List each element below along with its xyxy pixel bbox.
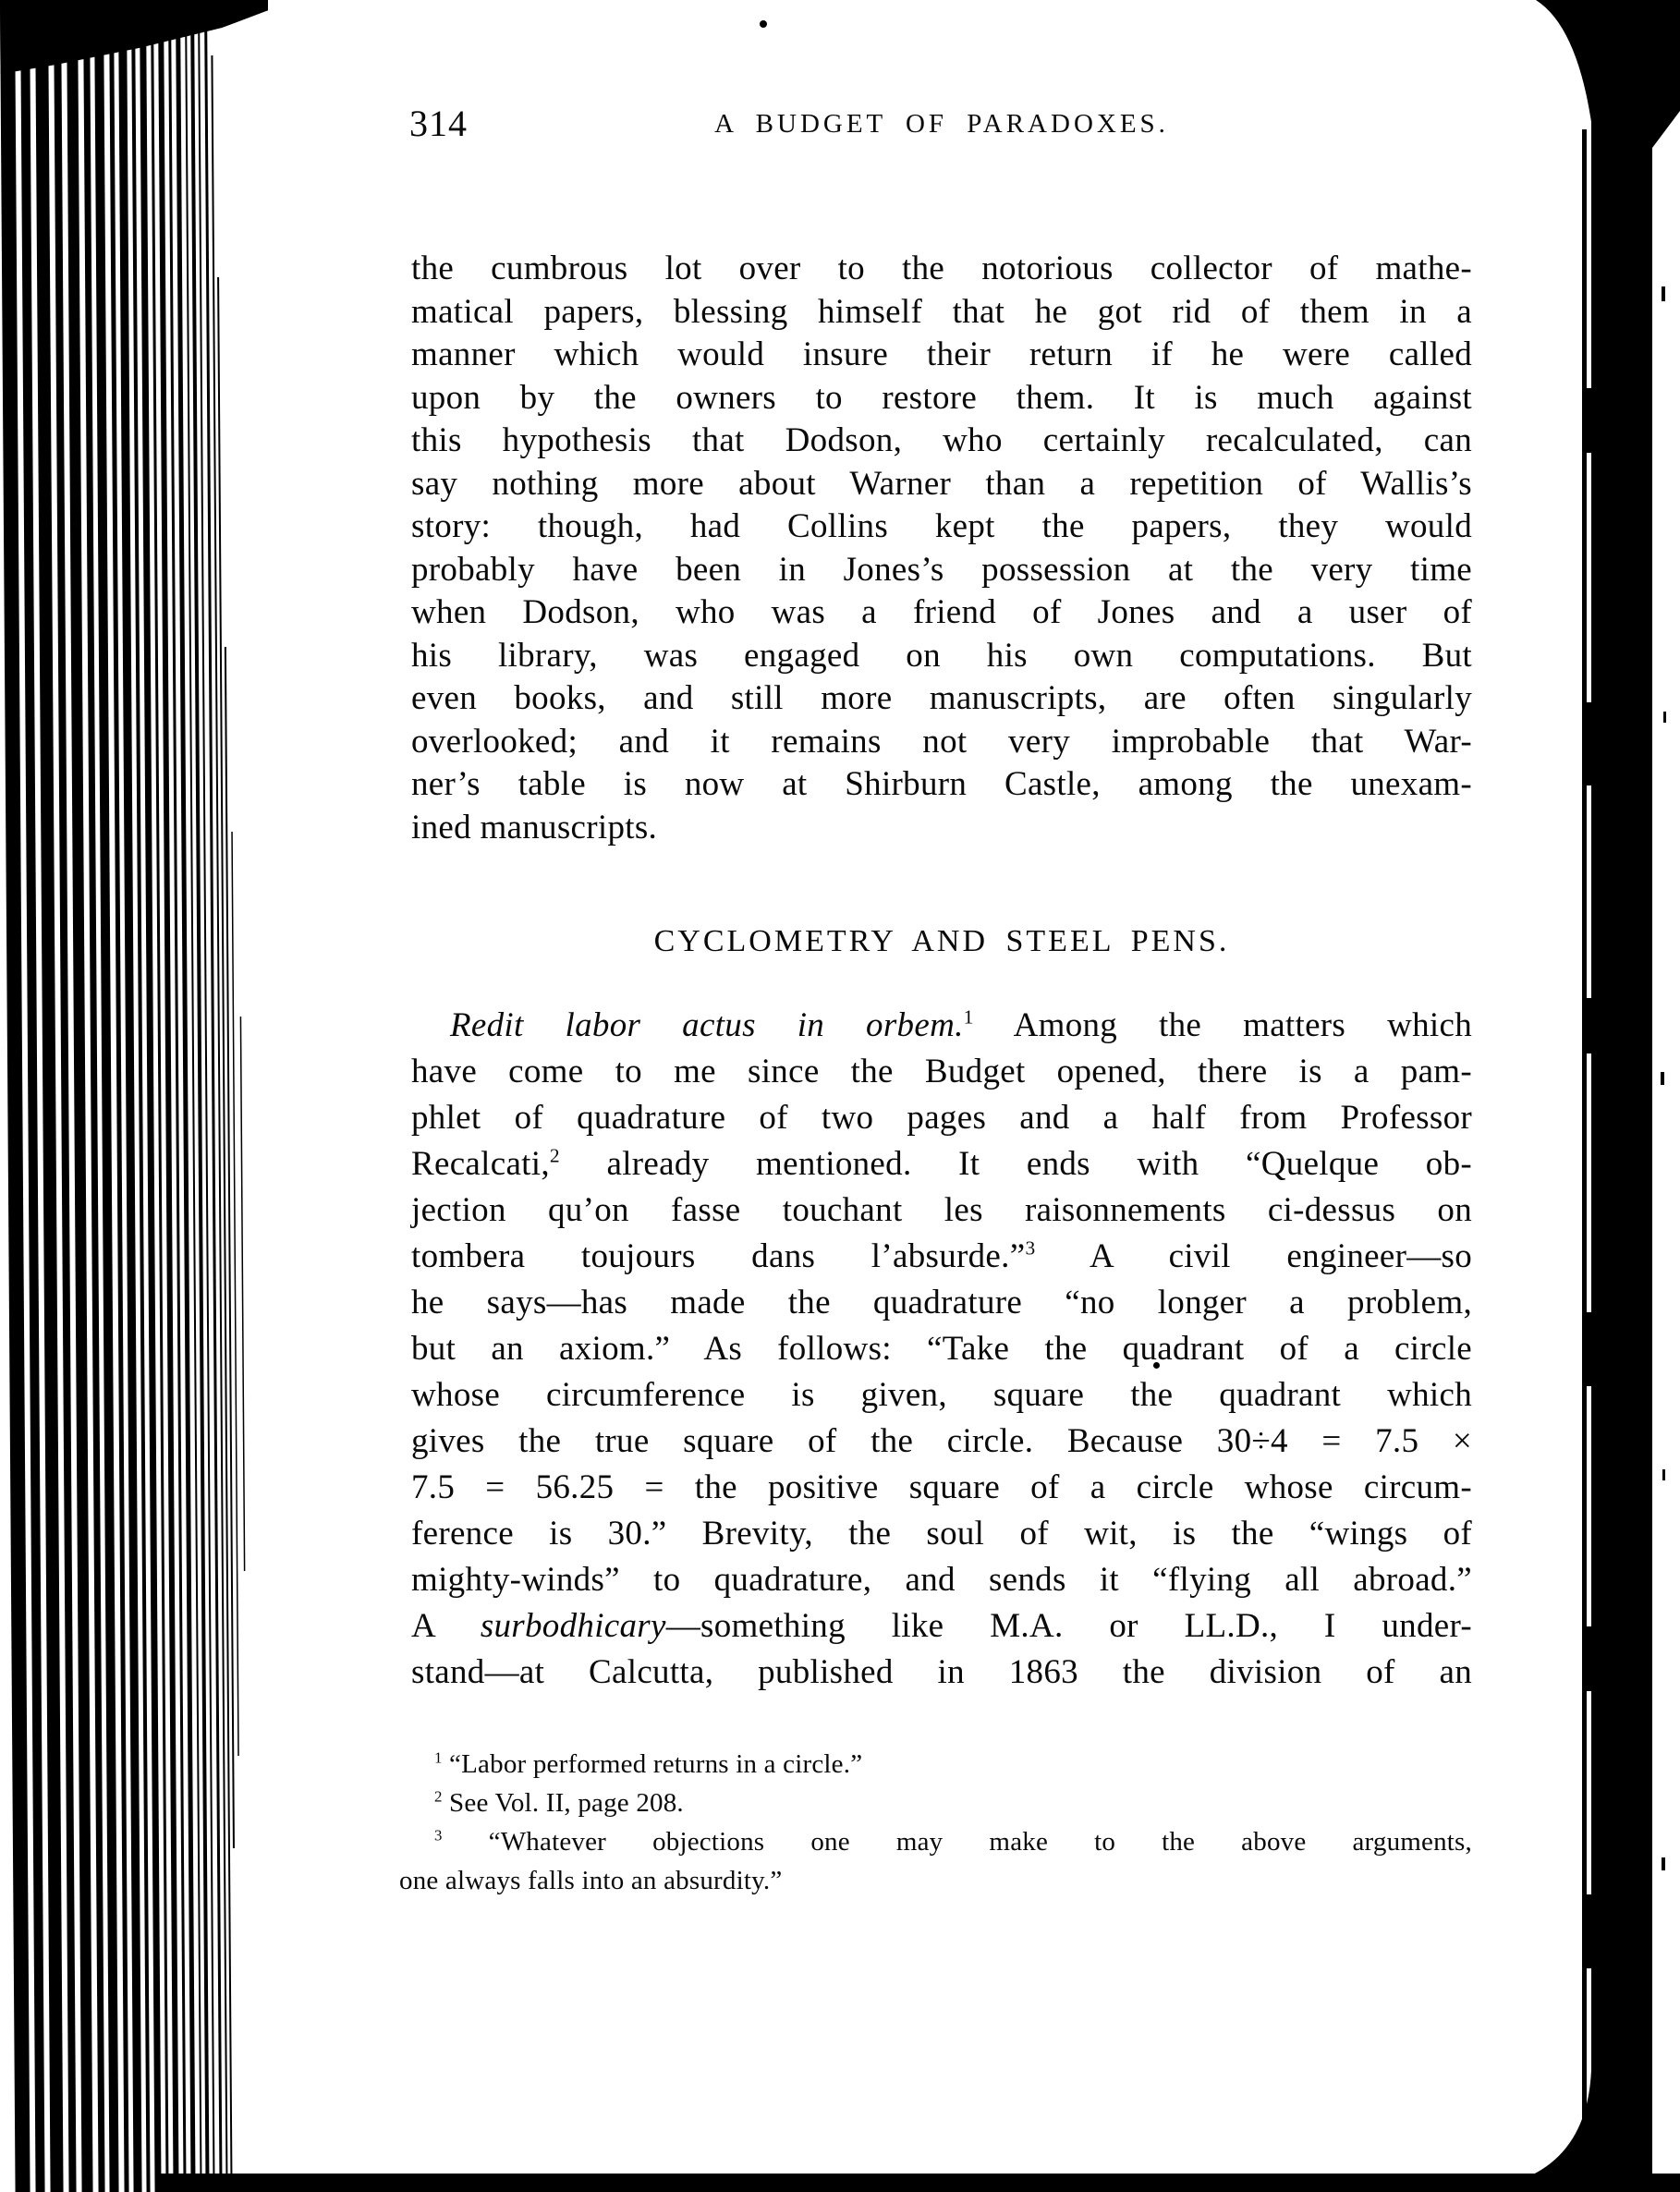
text-line: 7.5 = 56.25 = the positive square of a circle whose circum-	[411, 1468, 1472, 1506]
text-line: $^3$ “Whatever objections one may make to the above arguments,	[434, 1826, 1472, 1857]
text-line: overlooked; and it remains not very improbable that War-	[411, 722, 1472, 761]
text-line: ined manuscripts.	[411, 808, 658, 846]
right-edge-scan-artifact	[1495, 0, 1680, 2192]
text-line: ner’s table is now at Shirburn Castle, among the unexam-	[411, 765, 1472, 803]
text-line: even books, and still more manuscripts, are often singularly	[411, 679, 1472, 717]
text-line: this hypothesis that Dodson, who certainly recalculated, can	[411, 421, 1472, 459]
text-line: $^1$ “Labor performed returns in a circle.”	[434, 1748, 863, 1779]
text-line: his library, was engaged on his own computations. But	[411, 636, 1472, 675]
text-line: the cumbrous lot over to the notorious collector of mathe-	[411, 250, 1472, 287]
text-line: but an axiom.” As follows: “Take the quadrant of a circle	[411, 1330, 1472, 1368]
text-line: ference is 30.” Brevity, the soul of wit, is the “wings of	[411, 1515, 1472, 1553]
bottom-edge-scan-artifact	[155, 2174, 1680, 2192]
scan-noise-dot	[760, 20, 767, 28]
left-binding-scan-artifact	[0, 0, 268, 2192]
paragraph-warner-manuscripts	[411, 248, 1472, 849]
text-line: tombera toujours dans l’absurde.”$^3$ A civil engineer—so	[411, 1236, 1472, 1275]
text-line: stand—at Calcutta, published in 1863 the division of an	[411, 1653, 1472, 1691]
text-line: whose circumference is given, square the quadrant which	[411, 1376, 1472, 1414]
text-line: phlet of quadrature of two pages and a half from Professor	[411, 1099, 1472, 1137]
text-line: story: though, had Collins kept the papers, they would	[411, 507, 1472, 545]
text-line: gives the true square of the circle. Because 30÷4 = 7.5 ×	[411, 1422, 1472, 1460]
text-line: one always falls into an absurdity.”	[399, 1866, 783, 1895]
text-line: manner which would insure their return if he were called	[411, 335, 1472, 373]
text-line: $^2$ See Vol. II, page 208.	[434, 1787, 684, 1818]
paragraph-cyclometry	[411, 1003, 1472, 1696]
section-heading: CYCLOMETRY AND STEEL PENS.	[653, 924, 1230, 958]
text-line: he says—has made the quadrature “no longer a problem,	[411, 1284, 1472, 1321]
text-line: upon by the owners to restore them. It is much against	[411, 378, 1472, 417]
text-line: have come to me since the Budget opened, there is a pam-	[411, 1053, 1472, 1090]
text-line: when Dodson, who was a friend of Jones and a user of	[411, 593, 1472, 631]
page-number: 314	[409, 103, 468, 144]
text-line: jection qu’on fasse touchant les raisonnements ci-dessus on	[411, 1191, 1472, 1229]
text-line: probably have been in Jones’s possession at the very time	[411, 550, 1472, 589]
text-line: mighty-winds” to quadrature, and sends it “flying all abroad.”	[411, 1561, 1472, 1599]
running-title: A BUDGET OF PARADOXES.	[714, 109, 1169, 139]
text-line: matical papers, blessing himself that he got rid of them in a	[411, 292, 1472, 331]
text-line: Redit labor actus in orbem.$^1$ Among the matters which	[450, 1005, 1472, 1044]
footnotes-block	[399, 1745, 1472, 1900]
text-line: Recalcati,$^2$ already mentioned. It ends with “Quelque ob-	[411, 1144, 1472, 1183]
text-line: say nothing more about Warner than a repetition of Wallis’s	[411, 464, 1472, 503]
text-line: A surbodhicary—something like M.A. or LL.D., I under-	[411, 1607, 1472, 1645]
